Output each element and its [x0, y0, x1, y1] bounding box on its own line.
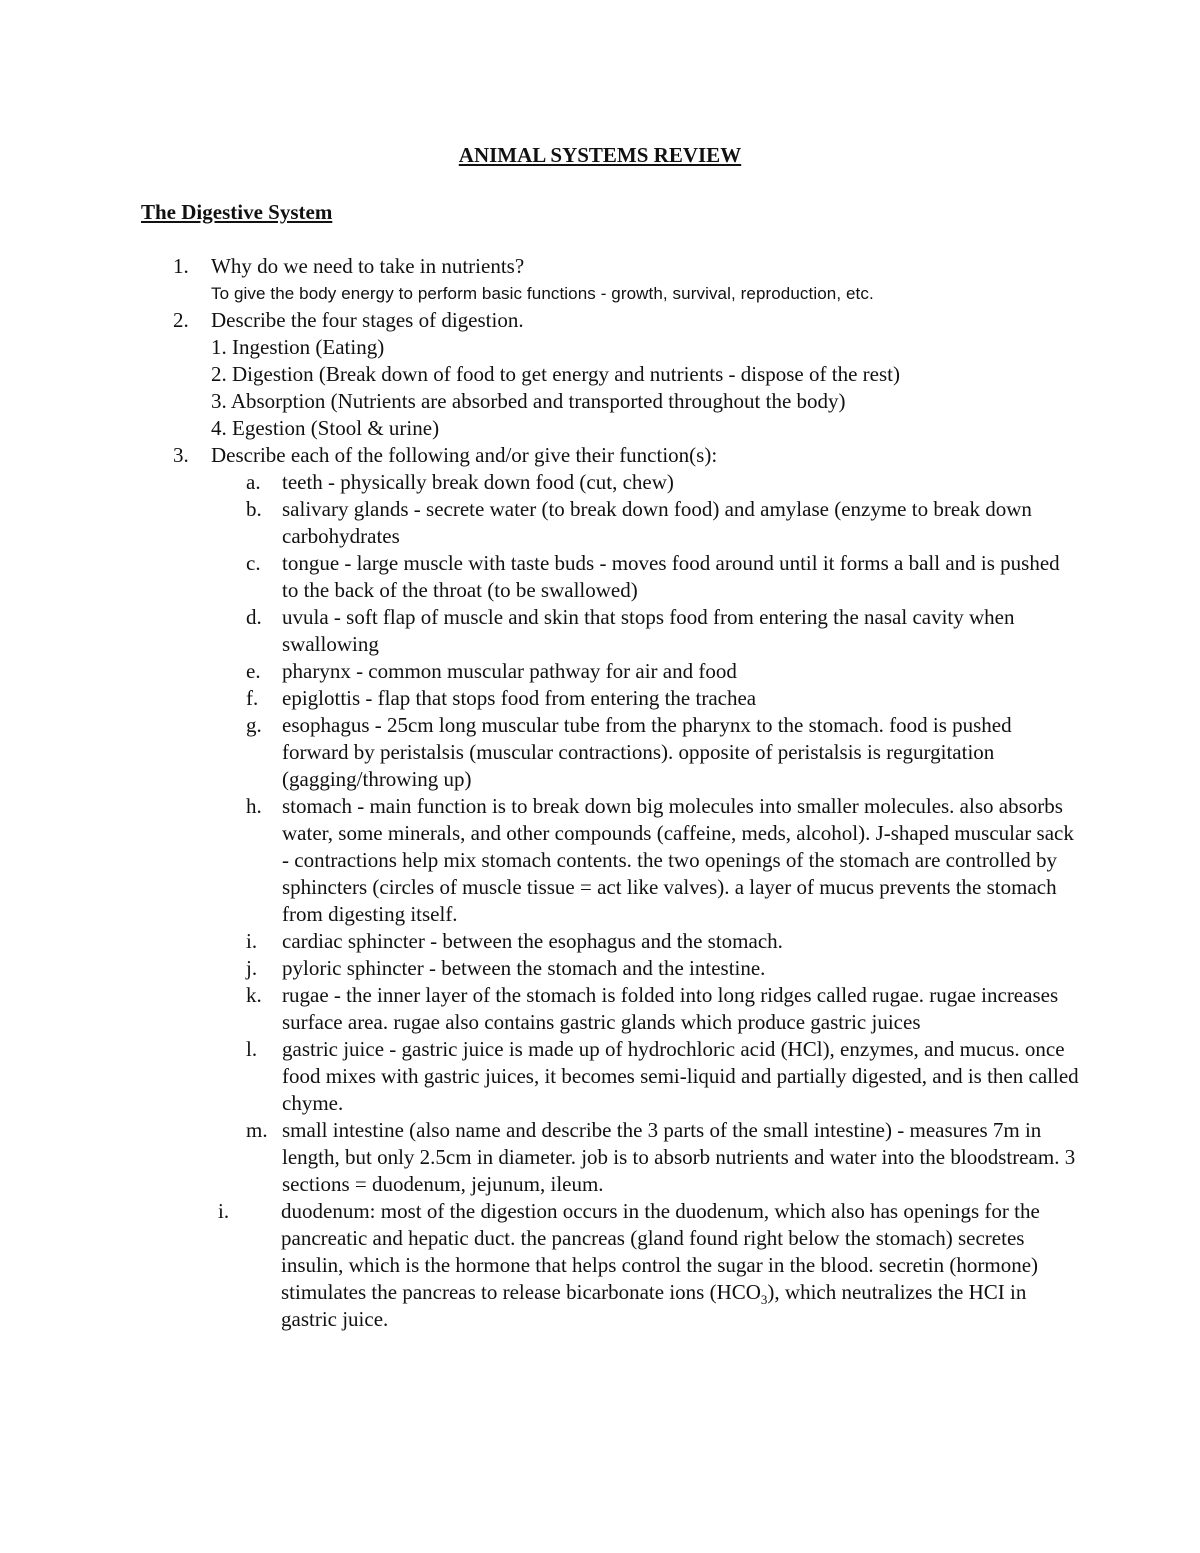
stage-item: 3. Absorption (Nutrients are absorbed and transported throughout the body)	[211, 389, 846, 413]
stage-item: 1. Ingestion (Eating)	[211, 335, 385, 359]
list-item	[141, 469, 1081, 496]
list-item-text: esophagus - 25cm long muscular tube from the pharynx to the stomach. food is pushed forward by peristalsis (muscular contractions). opposite of peristalsis is regurgitation (gagging/throwing up)	[282, 713, 1012, 791]
list-item	[141, 982, 1081, 1036]
list-item-text: small intestine (also name and describe the 3 parts of the small intestine) - measures 7m in length, but only 2.5cm in diameter. job is to absorb nutrients and water into the bloodstream. 3 sections = duodenum, jejunum, ileum.	[282, 1118, 1076, 1196]
question-3	[141, 442, 1081, 1333]
question-2	[141, 307, 1081, 442]
list-item-text: teeth - physically break down food (cut, chew)	[282, 470, 674, 494]
list-item-label: k.	[246, 983, 262, 1007]
answer-text: To give the body energy to perform basic functions - growth, survival, reproduction, etc.	[211, 284, 874, 303]
question-number: 3.	[173, 443, 189, 467]
subscript-number: 3	[760, 1292, 768, 1308]
document-title: ANIMAL SYSTEMS REVIEW	[458, 143, 742, 167]
list-item	[141, 604, 1081, 658]
list-item-text: tongue - large muscle with taste buds - moves food around until it forms a ball and is pushed to the back of the throat (to be swallowed)	[282, 551, 1060, 602]
sub-list-item	[70, 1198, 1081, 1333]
list-item-label: m.	[246, 1118, 268, 1142]
list-item-text: salivary glands - secrete water (to break down food) and amylase (enzyme to break down carbohydrates	[282, 497, 1032, 548]
question-text: Describe the four stages of digestion.	[211, 308, 524, 332]
list-item	[141, 496, 1081, 550]
list-item-text: gastric juice - gastric juice is made up of hydrochloric acid (HCl), enzymes, and mucus. once food mixes with gastric juices, it becomes semi-liquid and partially digested, and is then called chyme.	[282, 1037, 1079, 1115]
list-item-label: h.	[246, 794, 262, 818]
stage-item: 2. Digestion (Break down of food to get energy and nutrients - dispose of the rest)	[211, 362, 900, 386]
question-text: Why do we need to take in nutrients?	[211, 254, 525, 278]
question-text: Describe each of the following and/or give their function(s):	[211, 443, 718, 467]
question-number: 2.	[173, 308, 189, 332]
stage-item: 4. Egestion (Stool & urine)	[211, 416, 440, 440]
list-item	[141, 955, 1081, 982]
question-list	[141, 253, 1081, 1333]
list-item-label: f.	[246, 686, 259, 710]
list-item-text: epiglottis - flap that stops food from entering the trachea	[282, 686, 757, 710]
list-item-text: stomach - main function is to break down big molecules into smaller molecules. also absorbs water, some minerals, and other compounds (caffeine, meds, alcohol). J-shaped muscular sack - contractions help mix stomach contents. the two openings of the stomach are controlled by sphincters (circles of muscle tissue = act like valves). a layer of mucus prevents the stomach from digesting itself.	[282, 794, 1074, 926]
list-item-label: l.	[246, 1037, 258, 1061]
list-item	[141, 1036, 1081, 1117]
list-item	[141, 550, 1081, 604]
list-item-text: pharynx - common muscular pathway for air and food	[282, 659, 737, 683]
list-item-label: i.	[246, 929, 258, 953]
sub-list-item-text-after: ), which neutralizes the HCI in gastric juice.	[281, 1280, 1027, 1331]
list-item-label: j.	[246, 956, 258, 980]
list-item	[141, 712, 1081, 793]
list-item	[141, 685, 1081, 712]
list-item-text: uvula - soft flap of muscle and skin that stops food from entering the nasal cavity when swallowing	[282, 605, 1015, 656]
list-item	[141, 928, 1081, 955]
list-item-text: rugae - the inner layer of the stomach is folded into long ridges called rugae. rugae increases surface area. rugae also contains gastric glands which produce gastric juices	[282, 983, 1059, 1034]
list-item-label: e.	[246, 659, 261, 683]
question-1	[141, 253, 1081, 307]
sub-list-item-text-before: duodenum: most of the digestion occurs in the duodenum, which also has openings for the pancreatic and hepatic duct. the pancreas (gland found right below the stomach) secretes insulin, which is the hormone that helps control the sugar in the blood. secretin (hormone) stimulates the pancreas to release bicarbonate ions (HCO	[281, 1199, 1040, 1304]
section-heading: The Digestive System	[141, 200, 333, 224]
list-item-text: pyloric sphincter - between the stomach and the intestine.	[282, 956, 766, 980]
question-number: 1.	[173, 254, 189, 278]
list-item	[141, 658, 1081, 685]
list-item-label: b.	[246, 497, 262, 521]
sub-list-item-label: i.	[218, 1199, 230, 1223]
list-item	[141, 1117, 1081, 1198]
list-item-label: c.	[246, 551, 261, 575]
list-item-label: g.	[246, 713, 262, 737]
list-item-text: cardiac sphincter - between the esophagus and the stomach.	[282, 929, 783, 953]
list-item	[141, 793, 1081, 928]
list-item-label: d.	[246, 605, 262, 629]
list-item-label: a.	[246, 470, 261, 494]
